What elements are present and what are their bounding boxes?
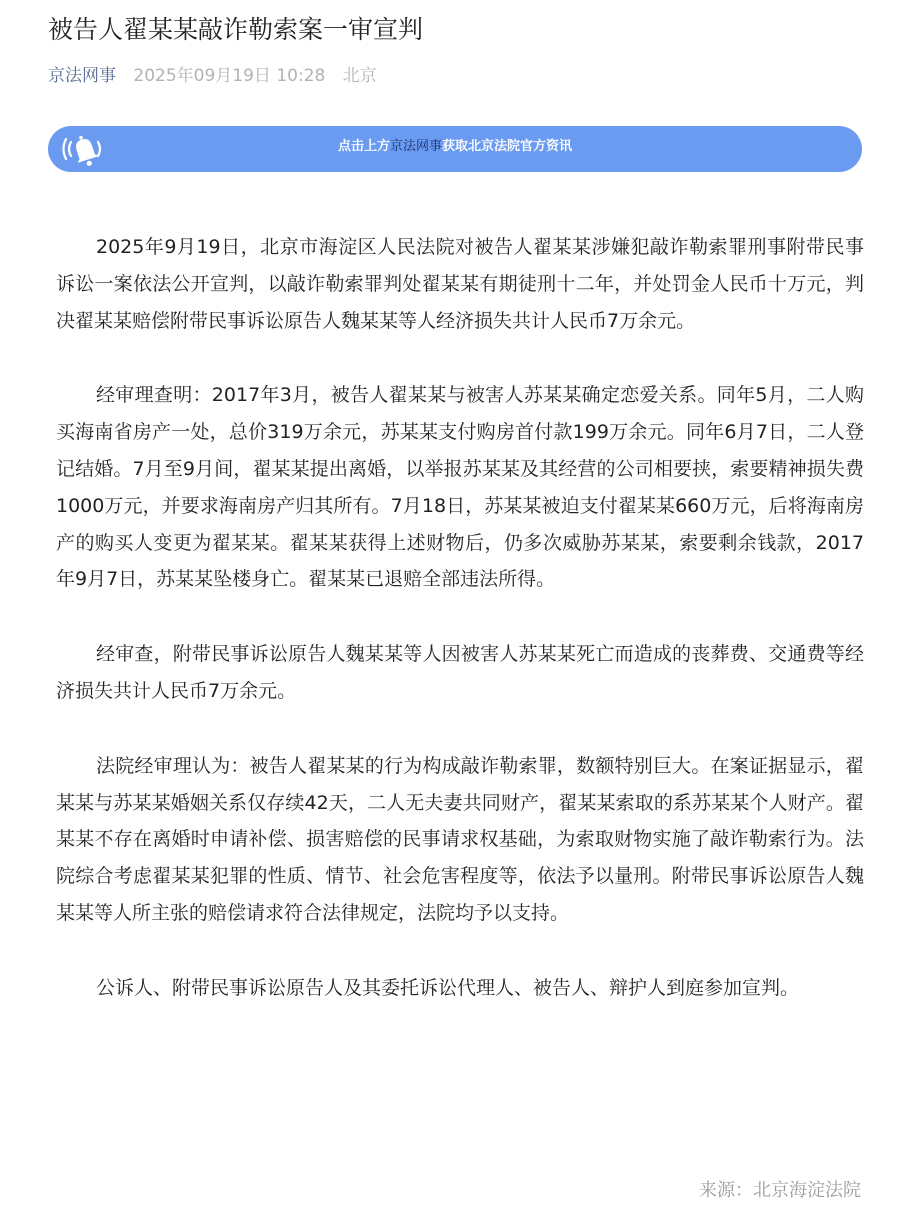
paragraph-1: 2025年9月19日，北京市海淀区人民法院对被告人翟某某涉嫌犯敲诈勒索罪刑事附带民事诉讼一案依法公开宣判，以敲诈勒索罪判处翟某某有期徒刑十二年，并处罚金人民币十万元，判决翟某某赔偿附带民事诉讼原告人魏某某等人经济损失共计人民币7万余元。 bbox=[56, 236, 864, 332]
article-source: 来源：北京海淀法院 bbox=[699, 1180, 861, 1201]
banner-account-highlight: 京法网事 bbox=[389, 139, 442, 154]
paragraph-2: 经审理查明：2017年3月，被告人翟某某与被害人苏某某确定恋爱关系。同年5月，二人购买海南省房产一处，总价319万余元，苏某某支付购房首付款199万余元。同年6月7日，二人登记结婚。7月至9月间，翟某某提出离婚，以举报苏某某及其经营的公司相要挟，索要精神损失费1000万元，并要求海南房产归其所有。7月18日，苏某某被迫支付翟某某660万元，后将海南房产的购买人变更为翟某某。翟某某获得上述财物后，仍多次威胁苏某某，索要剩余钱款，2017年9月7日，苏某某坠楼身亡。翟某某已退赔全部违法所得。 bbox=[56, 384, 864, 591]
follow-banner[interactable] bbox=[48, 126, 862, 172]
article-meta bbox=[48, 63, 377, 89]
article-body bbox=[56, 229, 864, 1045]
paragraph-5: 公诉人、附带民事诉讼原告人及其委托诉讼代理人、被告人、辩护人到庭参加宣判。 bbox=[96, 976, 800, 999]
follow-banner-text bbox=[48, 126, 862, 172]
publish-date: 2025年09月19日 10:28 bbox=[133, 66, 326, 86]
account-name-link[interactable]: 京法网事 bbox=[48, 66, 116, 86]
paragraph-3: 经审查，附带民事诉讼原告人魏某某等人因被害人苏某某死亡而造成的丧葬费、交通费等经济损失共计人民币7万余元。 bbox=[56, 643, 864, 702]
banner-suffix: 获取北京法院官方资讯 bbox=[442, 139, 573, 154]
publish-location: 北京 bbox=[342, 66, 377, 86]
banner-prefix: 点击上方 bbox=[337, 139, 390, 154]
article-title: 被告人翟某某敲诈勒索案一审宣判 bbox=[48, 15, 424, 44]
paragraph-4: 法院经审理认为：被告人翟某某的行为构成敲诈勒索罪，数额特别巨大。在案证据显示，翟某某与苏某某婚姻关系仅存续42天，二人无夫妻共同财产，翟某某索取的系苏某某个人财产。翟某某不存在离婚时申请补偿、损害赔偿的民事请求权基础，为索取财物实施了敲诈勒索行为。法院综合考虑翟某某犯罪的性质、情节、社会危害程度等，依法予以量刑。附带民事诉讼原告人魏某某等人所主张的赔偿请求符合法律规定，法院均予以支持。 bbox=[56, 754, 864, 924]
